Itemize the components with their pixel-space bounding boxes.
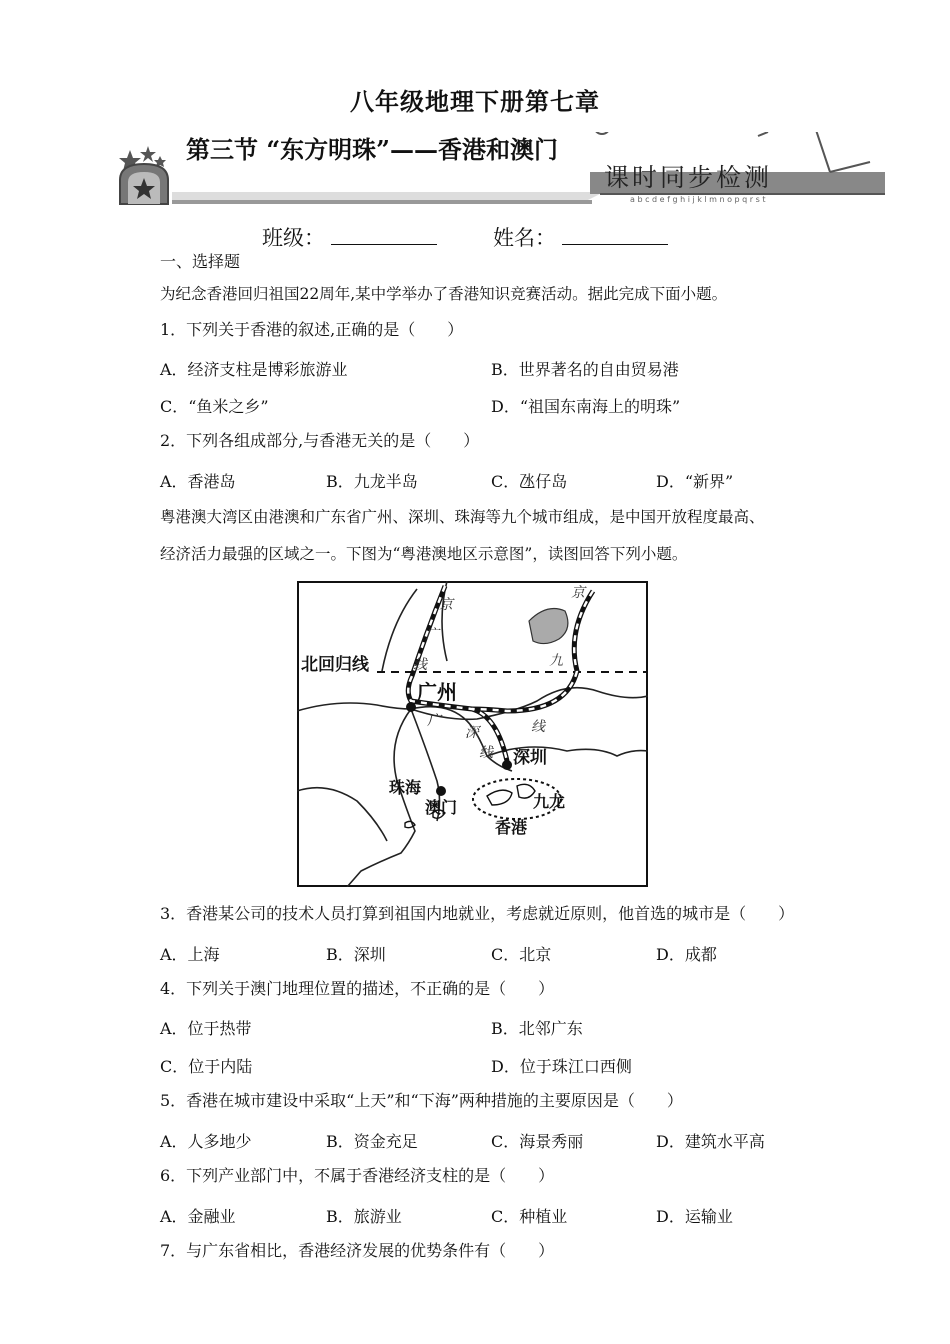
question-7-stem: 7．与广东省相比，香港经济发展的优势条件有（ ） <box>160 1241 555 1260</box>
question-6-stem: 6．下列产业部门中，不属于香港经济支柱的是（ ） <box>160 1166 555 1185</box>
q4-option-b[interactable]: B．北邻广东 <box>491 1019 583 1038</box>
guangzhou-dot <box>406 702 416 712</box>
question-1-stem: 1．下列关于香港的叙述,正确的是（ ） <box>160 320 464 339</box>
q4-option-c[interactable]: C．位于内陆 <box>160 1057 253 1076</box>
page-subtitle: 第三节 “东方明珠”——香港和澳门 <box>186 135 558 164</box>
zhuhai-label: 珠海 <box>389 778 422 797</box>
page-title: 八年级地理下册第七章 <box>350 87 600 116</box>
q5-option-a[interactable]: A．人多地少 <box>160 1132 252 1151</box>
q4-option-d[interactable]: D．位于珠江口西侧 <box>491 1057 632 1076</box>
q5-option-b[interactable]: B．资金充足 <box>326 1132 418 1151</box>
question-5-stem: 5．香港在城市建设中采取“上天”和“下海”两种措施的主要原因是（ ） <box>160 1091 683 1110</box>
q1-option-a[interactable]: A．经济支柱是博彩旅游业 <box>160 360 348 379</box>
q3-option-d[interactable]: D．成都 <box>656 945 717 964</box>
q1-option-c[interactable]: C．“鱼米之乡” <box>160 397 269 416</box>
q3-option-c[interactable]: C．北京 <box>491 945 552 964</box>
rail-gs-char-2: 深 <box>465 725 479 741</box>
macau-label: 澳门 <box>425 798 458 817</box>
q6-option-b[interactable]: B．旅游业 <box>326 1207 402 1226</box>
tropic-label: 北回归线 <box>301 655 369 675</box>
q6-option-d[interactable]: D．运输业 <box>656 1207 733 1226</box>
shenzhen-label: 深圳 <box>513 748 547 768</box>
rail-jj-char-1: 京 <box>571 585 585 601</box>
hongkong-label: 香港 <box>495 818 528 837</box>
kowloon-label: 九龙 <box>533 792 566 811</box>
q2-option-c[interactable]: C．氹仔岛 <box>491 472 568 491</box>
intro-text-2-line-2: 经济活力最强的区域之一。下图为“粤港澳地区示意图”，读图回答下列小题。 <box>160 545 688 563</box>
q2-option-b[interactable]: B．九龙半岛 <box>326 472 418 491</box>
question-3-stem: 3．香港某公司的技术人员打算到祖国内地就业，考虑就近原则，他首选的城市是（ ） <box>160 904 795 923</box>
q6-option-c[interactable]: C．种植业 <box>491 1207 568 1226</box>
svg-text:a b c d e f g h i j k l m n o: a b c d e f g h i j k l m n o p q r s t <box>630 195 766 204</box>
name-label: 姓名： <box>493 226 556 250</box>
q2-option-a[interactable]: A．香港岛 <box>160 472 236 491</box>
intro-text-2-line-1: 粤港澳大湾区由港澳和广东省广州、深圳、珠海等九个城市组成，是中国开放程度最高、 <box>160 508 765 526</box>
class-field[interactable] <box>262 222 437 252</box>
intro-text-1: 为纪念香港回归祖国22周年,某中学举办了香港知识竞赛活动。据此完成下面小题。 <box>160 285 728 303</box>
rail-gs-char-1: 广 <box>427 713 441 729</box>
guangzhou-label: 广州 <box>417 680 457 704</box>
zhuhai-dot <box>436 786 446 796</box>
q5-option-d[interactable]: D．建筑水平高 <box>656 1132 765 1151</box>
pearl-river-delta-map <box>297 581 648 887</box>
rail-jg-char-3: 线 <box>413 657 427 673</box>
q5-option-c[interactable]: C．海景秀丽 <box>491 1132 584 1151</box>
class-label: 班级： <box>262 226 325 250</box>
shenzhen-dot <box>502 760 512 770</box>
question-2-stem: 2．下列各组成部分,与香港无关的是（ ） <box>160 431 480 450</box>
q1-option-d[interactable]: D．“祖国东南海上的明珠” <box>491 397 681 416</box>
q3-option-b[interactable]: B．深圳 <box>326 945 386 964</box>
q2-option-d[interactable]: D．“新界” <box>656 472 734 491</box>
q3-option-a[interactable]: A．上海 <box>160 945 220 964</box>
rail-jg-char-2: 广 <box>425 627 439 643</box>
section-heading: 一、选择题 <box>160 252 241 271</box>
q6-option-a[interactable]: A．金融业 <box>160 1207 236 1226</box>
rail-jj-char-2: 九 <box>549 653 563 669</box>
q1-option-b[interactable]: B．世界著名的自由贸易港 <box>491 360 679 379</box>
rail-jg-char-1: 京 <box>439 597 453 613</box>
rail-gs-char-3: 线 <box>479 745 493 761</box>
name-field[interactable] <box>493 222 668 252</box>
q4-option-a[interactable]: A．位于热带 <box>160 1019 252 1038</box>
star-badge-icon <box>119 146 168 204</box>
question-4-stem: 4．下列关于澳门地理位置的描述，不正确的是（ ） <box>160 979 555 998</box>
rail-jj-char-3: 线 <box>531 719 545 735</box>
banner-label: 课时同步检测 <box>604 163 773 192</box>
